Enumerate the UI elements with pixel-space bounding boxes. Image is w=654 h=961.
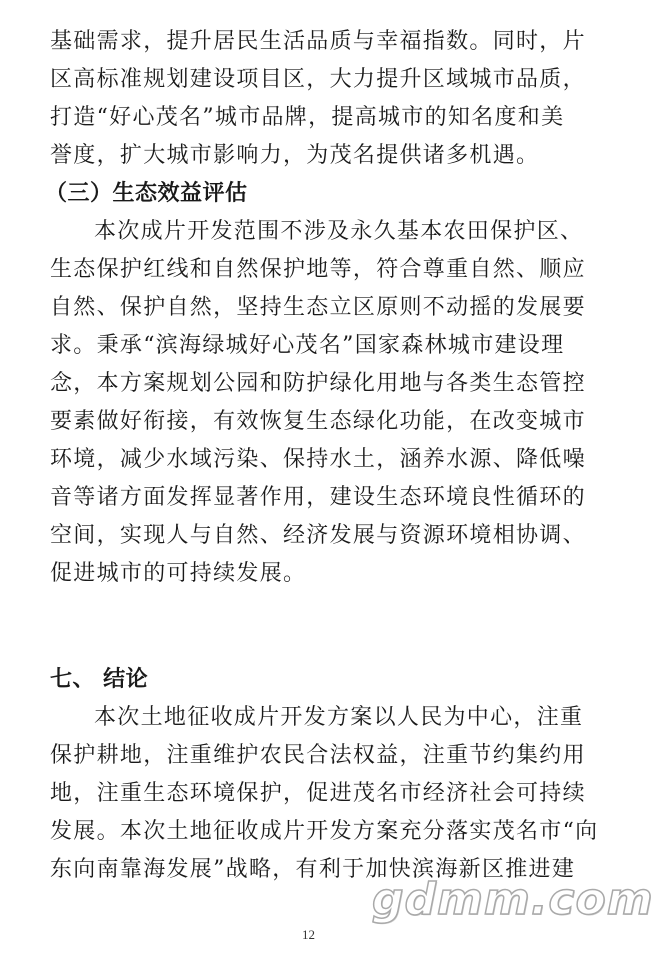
paragraph-line: 基础需求，提升居民生活品质与幸福指数。同时，片 xyxy=(50,29,586,54)
paragraph-line: 要素做好衔接，有效恢复生态绿化功能，在改变城市 xyxy=(50,409,586,434)
section-heading: 七、 结论 xyxy=(50,667,149,692)
paragraph-line: 环境，减少水域污染、保持水土，涵养水源、降低噪 xyxy=(50,447,586,472)
page-number: 12 xyxy=(302,927,315,942)
site-watermark: gdmm.com xyxy=(372,874,654,925)
subsection-heading: （三）生态效益评估 xyxy=(45,181,248,206)
paragraph-line: 本次成片开发范围不涉及永久基本农田保护区、 xyxy=(94,219,584,244)
paragraph-line: 誉度，扩大城市影响力，为茂名提供诸多机遇。 xyxy=(50,143,540,168)
paragraph-line: 打造“好心茂名”城市品牌，提高城市的知名度和美 xyxy=(50,105,565,130)
paragraph-line: 求。秉承“滨海绿城好心茂名”国家森林城市建设理 xyxy=(50,333,565,358)
paragraph-line: 空间，实现人与自然、经济发展与资源环境相协调、 xyxy=(50,523,586,548)
paragraph-line: 东向南靠海发展”战略，有利于加快滨海新区推进建 xyxy=(50,857,576,882)
paragraph-line: 音等诸方面发挥显著作用，建设生态环境良性循环的 xyxy=(50,485,586,510)
paragraph-line: 保护耕地，注重维护农民合法权益，注重节约集约用 xyxy=(50,743,586,768)
paragraph-line: 区高标准规划建设项目区，大力提升区域城市品质， xyxy=(50,67,586,92)
paragraph-line: 促进城市的可持续发展。 xyxy=(50,561,307,586)
paragraph-line: 本次土地征收成片开发方案以人民为中心，注重 xyxy=(94,705,584,730)
paragraph-line: 发展。本次土地征收成片开发方案充分落实茂名市“向 xyxy=(50,819,599,844)
paragraph-line: 自然、保护自然，坚持生态立区原则不动摇的发展要 xyxy=(50,295,586,320)
paragraph-line: 生态保护红线和自然保护地等，符合尊重自然、顺应 xyxy=(50,257,586,282)
paragraph-line: 地，注重生态环境保护，促进茂名市经济社会可持续 xyxy=(50,781,586,806)
paragraph-line: 念，本方案规划公园和防护绿化用地与各类生态管控 xyxy=(50,371,586,396)
